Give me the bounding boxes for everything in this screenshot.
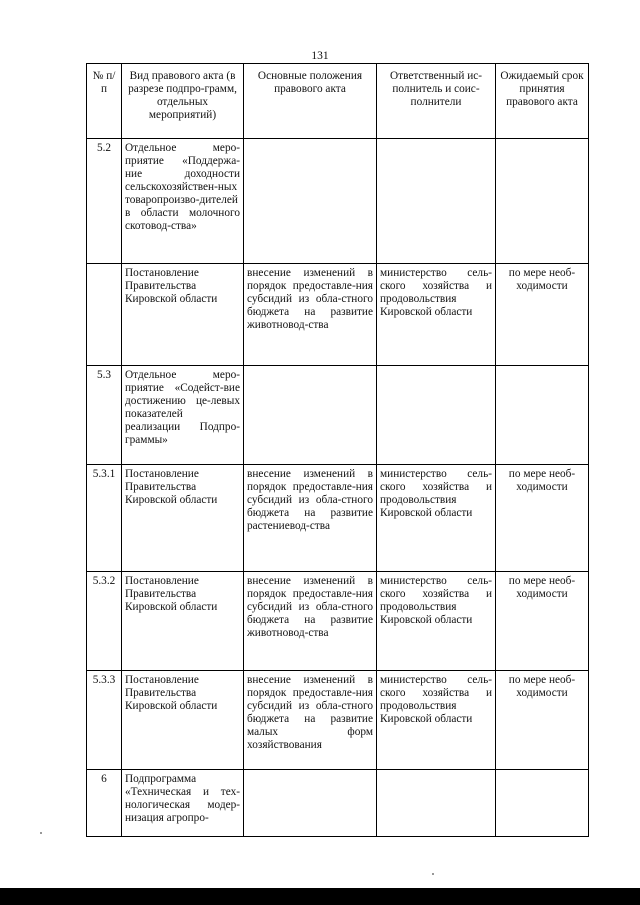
row-executor: министерство сель-ского хозяйства и продовольствия Кировской области [377,264,496,366]
row-executor [377,139,496,264]
row-provisions [244,366,377,465]
row-provisions: внесение изменений в порядок предоставле-ния субсидий из обла-стного бюджета на развитие животновод-ства [244,572,377,671]
row-act-type: Подпрограмма «Техническая и тех-нологическая модер-низация агропро- [122,770,244,837]
table-header-row [87,64,589,139]
header-number: № п/п [87,64,122,139]
row-number: 5.3.2 [87,572,122,671]
table-row [87,770,589,837]
row-term: по мере необ-ходимости [496,572,589,671]
table-row [87,366,589,465]
row-number: 5.3.1 [87,465,122,572]
page-number: 131 [311,50,329,62]
row-provisions: внесение изменений в порядок предоставле-ния субсидий из обла-стного бюджета на развитие малых форм хозяйствования [244,671,377,770]
scan-speck [432,873,434,875]
row-executor: министерство сель-ского хозяйства и продовольствия Кировской области [377,671,496,770]
row-act-type: Постановление Правительства Кировской области [122,465,244,572]
table-row [87,139,589,264]
row-provisions: внесение изменений в порядок предоставле-ния субсидий из обла-стного бюджета на развитие растениевод-ства [244,465,377,572]
row-act-type: Постановление Правительства Кировской области [122,572,244,671]
table-row [87,465,589,572]
scan-edge-bar [0,888,640,905]
row-number: 6 [87,770,122,837]
row-provisions: внесение изменений в порядок предоставле-ния субсидий из обла-стного бюджета на развитие животновод-ства [244,264,377,366]
row-number: 5.2 [87,139,122,264]
scan-speck [40,832,42,834]
row-executor [377,770,496,837]
row-term: по мере необ-ходимости [496,264,589,366]
row-number: 5.3.3 [87,671,122,770]
header-term: Ожидаемый срок принятия правового акта [496,64,589,139]
row-term: по мере необ-ходимости [496,465,589,572]
row-executor: министерство сель-ского хозяйства и продовольствия Кировской области [377,572,496,671]
row-act-type: Отдельное меро-приятие «Содейст-вие достижению це-левых показателей реализации Подпро-граммы» [122,366,244,465]
row-act-type: Отдельное меро-приятие «Поддержа-ние доходности сельскохозяйствен-ных товаропроизво-дителей в области молочного скотовод-ства» [122,139,244,264]
row-executor [377,366,496,465]
row-act-type: Постановление Правительства Кировской области [122,671,244,770]
row-term [496,770,589,837]
header-provisions: Основные положения правового акта [244,64,377,139]
table-row [87,264,589,366]
legal-acts-table [86,63,589,837]
row-term [496,139,589,264]
row-term: по мере необ-ходимости [496,671,589,770]
row-act-type: Постановление Правительства Кировской области [122,264,244,366]
header-act-type: Вид правового акта (в разрезе подпро-грамм, отдельных мероприятий) [122,64,244,139]
row-provisions [244,770,377,837]
row-number [87,264,122,366]
row-executor: министерство сель-ского хозяйства и продовольствия Кировской области [377,465,496,572]
row-provisions [244,139,377,264]
row-term [496,366,589,465]
table-row [87,572,589,671]
row-number: 5.3 [87,366,122,465]
header-executor: Ответственный ис-полнитель и соис-полнители [377,64,496,139]
table-row [87,671,589,770]
